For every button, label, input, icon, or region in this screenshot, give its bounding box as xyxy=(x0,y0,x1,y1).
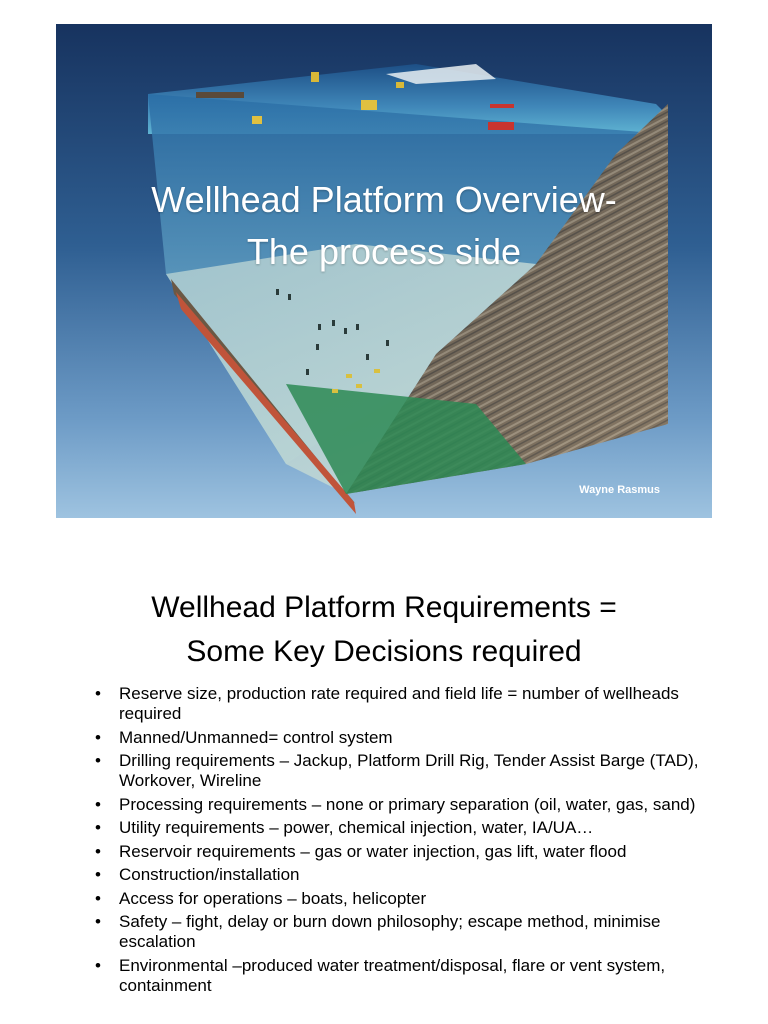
platform xyxy=(361,100,377,110)
vessel xyxy=(490,104,514,108)
title-line-2: The process side xyxy=(246,231,522,272)
list-item: • Utility requirements – power, chemical injection, water, IA/UA… xyxy=(90,818,700,838)
platform xyxy=(311,72,319,82)
list-item: • Reserve size, production rate required and field life = number of wellheads required xyxy=(90,684,700,724)
list-item: • Construction/installation xyxy=(90,865,700,885)
list-item: • Safety – fight, delay or burn down philosophy; escape method, minimise escalation xyxy=(90,912,700,952)
list-item: • Reservoir requirements – gas or water injection, gas lift, water flood xyxy=(90,842,700,862)
list-item: • Drilling requirements – Jackup, Platform Drill Rig, Tender Assist Barge (TAD), Workover, Wireline xyxy=(90,751,700,791)
title-slide xyxy=(56,24,712,518)
heading-line-2: Some Key Decisions required xyxy=(186,635,582,668)
requirements-heading xyxy=(56,586,712,674)
title-line-1: Wellhead Platform Overview- xyxy=(151,179,617,220)
list-item: • Access for operations – boats, helicopter xyxy=(90,889,700,909)
heading-line-1: Wellhead Platform Requirements = xyxy=(151,591,617,624)
fpso-vessel xyxy=(488,122,514,130)
author-name: Wayne Rasmus xyxy=(579,484,660,496)
vessel xyxy=(196,92,244,98)
title-slide-heading xyxy=(56,174,712,278)
list-item: • Manned/Unmanned= control system xyxy=(90,728,700,748)
list-item: • Processing requirements – none or primary separation (oil, water, gas, sand) xyxy=(90,795,700,815)
requirements-list xyxy=(90,684,700,999)
platform xyxy=(252,116,262,124)
platform xyxy=(396,82,404,88)
list-item: • Environmental –produced water treatment/disposal, flare or vent system, containment xyxy=(90,956,700,996)
